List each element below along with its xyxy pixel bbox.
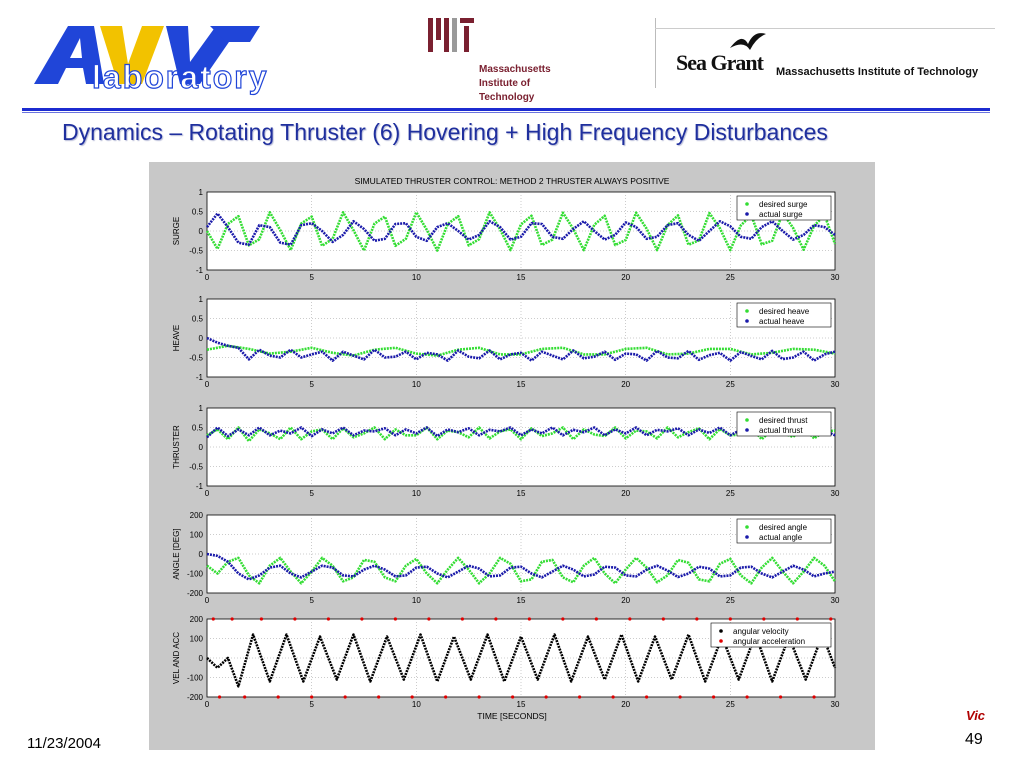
y-tick-label: 0 bbox=[198, 654, 203, 663]
x-tick-label: 0 bbox=[204, 489, 210, 498]
header-rule bbox=[22, 108, 990, 111]
x-tick-label: 20 bbox=[621, 700, 631, 709]
legend-marker bbox=[745, 525, 749, 529]
y-tick-label: 0.5 bbox=[191, 314, 203, 324]
acceleration-point bbox=[779, 695, 782, 698]
lab-logo-text: laboratory bbox=[92, 59, 269, 95]
y-axis-label: HEAVE bbox=[172, 324, 181, 352]
seagrant-mit-label: Massachusetts Institute of Technology bbox=[776, 66, 979, 78]
x-tick-label: 0 bbox=[204, 273, 210, 282]
x-tick-label: 5 bbox=[309, 489, 314, 498]
acceleration-point bbox=[528, 617, 531, 620]
acceleration-point bbox=[612, 695, 615, 698]
y-axis-label: VEL AND ACC bbox=[172, 631, 181, 685]
acceleration-point bbox=[712, 695, 715, 698]
page-number: 49 bbox=[965, 731, 983, 748]
acceleration-point bbox=[796, 617, 799, 620]
x-tick-label: 10 bbox=[411, 489, 421, 498]
legend-marker bbox=[719, 639, 723, 643]
acceleration-point bbox=[578, 695, 581, 698]
mit-logo bbox=[428, 18, 476, 52]
acceleration-point bbox=[829, 617, 832, 620]
x-tick-label: 10 bbox=[411, 700, 421, 709]
x-tick-label: 10 bbox=[411, 380, 421, 389]
acceleration-point bbox=[762, 617, 765, 620]
y-tick-label: 0.5 bbox=[191, 207, 203, 217]
acceleration-point bbox=[327, 617, 330, 620]
acceleration-point bbox=[545, 695, 548, 698]
legend-marker bbox=[745, 428, 749, 432]
acceleration-point bbox=[212, 617, 215, 620]
x-tick-label: 15 bbox=[516, 380, 526, 389]
y-tick-label: 0 bbox=[198, 443, 203, 452]
x-tick-label: 20 bbox=[621, 596, 631, 605]
x-tick-label: 30 bbox=[830, 380, 840, 389]
footer-date: 11/23/2004 bbox=[27, 735, 101, 752]
acceleration-point bbox=[745, 695, 748, 698]
y-axis-label: THRUSTER bbox=[172, 425, 181, 469]
acceleration-point bbox=[494, 617, 497, 620]
thruster-control-chart bbox=[149, 162, 875, 750]
x-tick-label: 25 bbox=[725, 700, 735, 709]
y-tick-label: 0 bbox=[198, 227, 203, 236]
acceleration-point bbox=[511, 695, 514, 698]
y-tick-label: -1 bbox=[195, 266, 203, 275]
chart-title: SIMULATED THRUSTER CONTROL: METHOD 2 THRUSTER ALWAYS POSITIVE bbox=[354, 176, 670, 186]
acceleration-point bbox=[377, 695, 380, 698]
legend-entry: actual heave bbox=[759, 317, 805, 326]
x-tick-label: 25 bbox=[725, 380, 735, 389]
y-tick-label: -0.5 bbox=[189, 462, 203, 472]
mit-name bbox=[479, 63, 551, 105]
acceleration-point bbox=[628, 617, 631, 620]
header-rule-thin bbox=[22, 112, 990, 113]
acceleration-point bbox=[444, 695, 447, 698]
y-tick-label: 1 bbox=[198, 404, 203, 413]
legend-marker bbox=[745, 418, 749, 422]
legend-entry: angular velocity bbox=[733, 627, 789, 636]
legend-entry: actual surge bbox=[759, 210, 803, 219]
legend-marker bbox=[745, 212, 749, 216]
y-axis-label: SURGE bbox=[172, 216, 181, 246]
x-tick-label: 30 bbox=[830, 273, 840, 282]
x-tick-label: 10 bbox=[411, 273, 421, 282]
legend-entry: desired thrust bbox=[759, 416, 808, 425]
x-tick-label: 0 bbox=[204, 700, 210, 709]
x-tick-label: 10 bbox=[411, 596, 421, 605]
y-tick-label: 100 bbox=[189, 634, 203, 644]
legend-marker bbox=[719, 629, 723, 633]
acceleration-point bbox=[595, 617, 598, 620]
acceleration-point bbox=[260, 617, 263, 620]
x-tick-label: 5 bbox=[309, 596, 314, 605]
x-tick-label: 20 bbox=[621, 380, 631, 389]
acceleration-point bbox=[812, 695, 815, 698]
acceleration-point bbox=[662, 617, 665, 620]
x-tick-label: 5 bbox=[309, 700, 314, 709]
acceleration-point bbox=[277, 695, 280, 698]
legend-entry: actual angle bbox=[759, 533, 803, 542]
acceleration-point bbox=[561, 617, 564, 620]
y-tick-label: 0.5 bbox=[191, 423, 203, 433]
x-axis-label: TIME [SECONDS] bbox=[477, 711, 547, 721]
acceleration-point bbox=[678, 695, 681, 698]
y-tick-label: 200 bbox=[189, 511, 203, 520]
x-tick-label: 30 bbox=[830, 596, 840, 605]
y-tick-label: -1 bbox=[195, 373, 203, 382]
x-tick-label: 25 bbox=[725, 273, 735, 282]
acceleration-point bbox=[411, 695, 414, 698]
x-tick-label: 0 bbox=[204, 380, 210, 389]
y-tick-label: -200 bbox=[186, 589, 203, 598]
acceleration-point bbox=[218, 695, 221, 698]
legend-marker bbox=[745, 535, 749, 539]
acceleration-point bbox=[645, 695, 648, 698]
acceleration-point bbox=[360, 617, 363, 620]
y-tick-label: 100 bbox=[189, 530, 203, 540]
x-tick-label: 0 bbox=[204, 596, 210, 605]
x-tick-label: 5 bbox=[309, 273, 314, 282]
legend-marker bbox=[745, 202, 749, 206]
auv-lab-logo bbox=[30, 20, 320, 96]
acceleration-point bbox=[310, 695, 313, 698]
x-tick-label: 25 bbox=[725, 596, 735, 605]
legend-marker bbox=[745, 309, 749, 313]
x-tick-label: 30 bbox=[830, 700, 840, 709]
y-tick-label: -100 bbox=[186, 569, 203, 579]
mit-line-2: Institute of bbox=[479, 78, 531, 89]
x-tick-label: 5 bbox=[309, 380, 314, 389]
mit-line-3: Technology bbox=[479, 92, 535, 103]
y-tick-label: 0 bbox=[198, 550, 203, 559]
x-tick-label: 25 bbox=[725, 489, 735, 498]
y-axis-label: ANGLE [DEG] bbox=[172, 528, 181, 580]
acceleration-point bbox=[394, 617, 397, 620]
acceleration-point bbox=[729, 617, 732, 620]
acceleration-point bbox=[695, 617, 698, 620]
legend-entry: desired angle bbox=[759, 523, 808, 532]
x-tick-label: 20 bbox=[621, 273, 631, 282]
acceleration-point bbox=[427, 617, 430, 620]
acceleration-point bbox=[293, 617, 296, 620]
y-tick-label: 1 bbox=[198, 295, 203, 304]
y-tick-label: -200 bbox=[186, 693, 203, 702]
logo-hline bbox=[655, 28, 995, 29]
y-tick-label: -0.5 bbox=[189, 246, 203, 256]
x-tick-label: 15 bbox=[516, 489, 526, 498]
acceleration-point bbox=[478, 695, 481, 698]
legend-entry: desired heave bbox=[759, 307, 810, 316]
acceleration-point bbox=[461, 617, 464, 620]
x-tick-label: 20 bbox=[621, 489, 631, 498]
acceleration-point bbox=[243, 695, 246, 698]
y-tick-label: 200 bbox=[189, 615, 203, 624]
x-tick-label: 15 bbox=[516, 596, 526, 605]
figure-frame bbox=[149, 162, 875, 750]
slide-title: Dynamics – Rotating Thruster (6) Hovering + High Frequency Disturbances bbox=[62, 119, 828, 145]
legend-entry: desired surge bbox=[759, 200, 808, 209]
legend-entry: angular acceleration bbox=[733, 637, 806, 646]
acceleration-point bbox=[231, 617, 234, 620]
y-tick-label: -0.5 bbox=[189, 353, 203, 363]
seagrant-name: Sea Grant bbox=[676, 50, 763, 75]
legend-marker bbox=[745, 319, 749, 323]
x-tick-label: 30 bbox=[830, 489, 840, 498]
x-tick-label: 15 bbox=[516, 700, 526, 709]
y-tick-label: 1 bbox=[198, 188, 203, 197]
y-tick-label: 0 bbox=[198, 334, 203, 343]
y-tick-label: -100 bbox=[186, 673, 203, 683]
x-tick-label: 15 bbox=[516, 273, 526, 282]
acceleration-point bbox=[344, 695, 347, 698]
y-tick-label: -1 bbox=[195, 482, 203, 491]
footer-author: Vic bbox=[966, 708, 986, 723]
legend-entry: actual thrust bbox=[759, 426, 803, 435]
mit-line-1: Massachusetts bbox=[479, 64, 551, 75]
